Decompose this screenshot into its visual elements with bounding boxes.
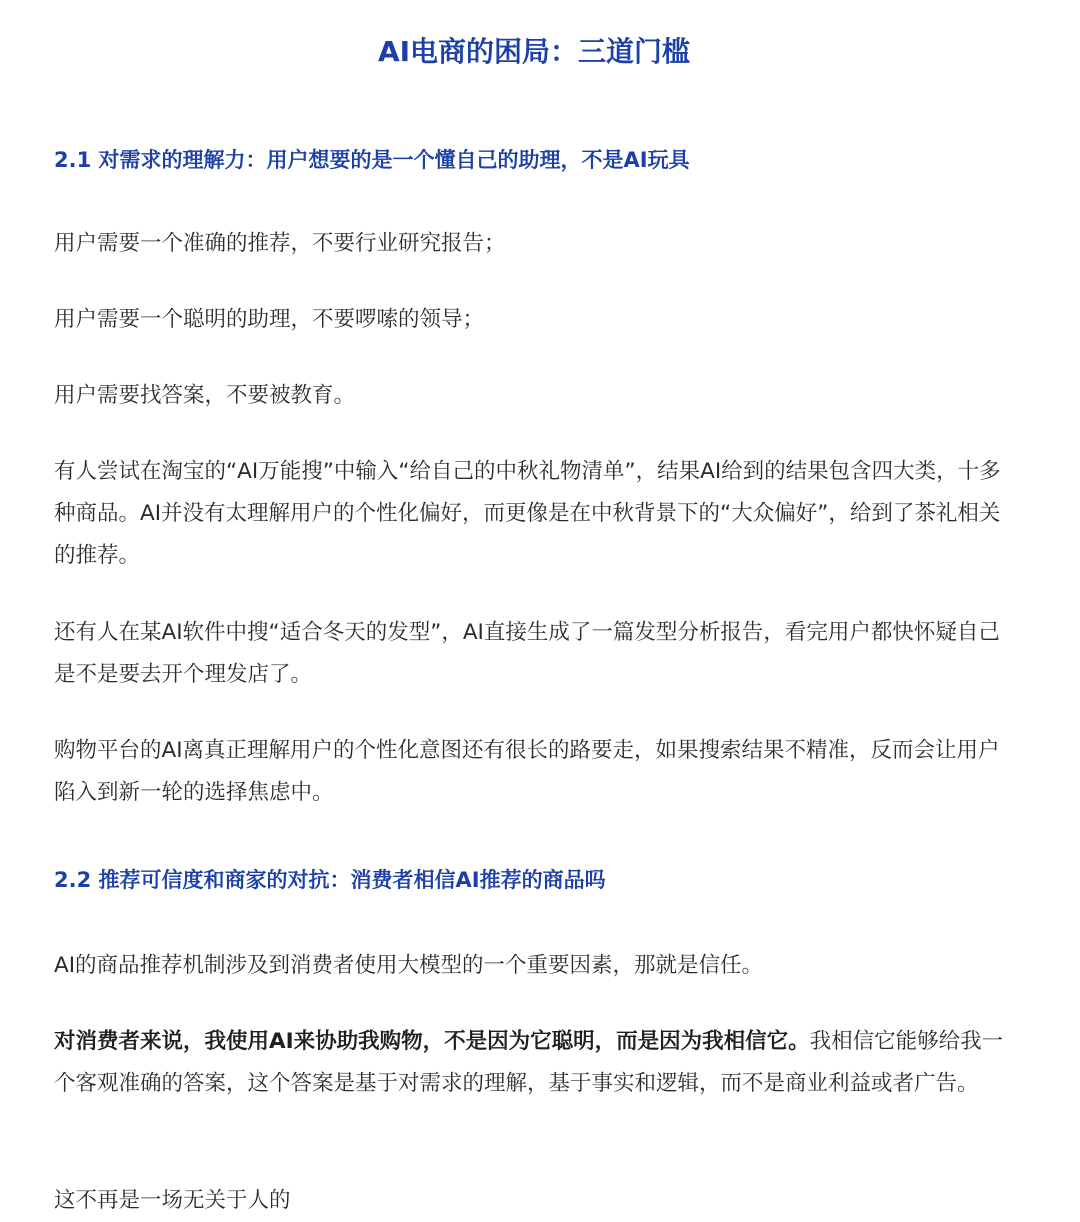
- paragraph: 用户需要找答案，不要被教育。: [54, 383, 356, 408]
- paragraph: 购物平台的AI离真正理解用户的个性化意图还有很长的路要走，如果搜索结果不精准，反而会让用户陷入到新一轮的选择焦虑中。: [54, 738, 1000, 805]
- paragraph: AI的商品推荐机制涉及到消费者使用大模型的一个重要因素，那就是信任。: [54, 953, 764, 978]
- paragraph: 有人尝试在淘宝的“AI万能搜”中输入“给自己的中秋礼物清单”，结果AI给到的结果包含四大类，十多种商品。AI并没有太理解用户的个性化偏好，而更像是在中秋背景下的“大众偏好”，给到了茶礼相关的推荐。: [54, 459, 1001, 568]
- article-title: AI电商的困局：三道门槛: [377, 35, 691, 68]
- paragraph-emphasis: [54, 1021, 1009, 1105]
- paragraph: 用户需要一个聪明的助理，不要啰嗦的领导；: [54, 307, 485, 332]
- paragraph-cutoff: 这不再是一场无关于人的: [54, 1188, 291, 1213]
- section-heading-2-2: 2.2 推荐可信度和商家的对抗：消费者相信AI推荐的商品吗: [54, 868, 606, 892]
- paragraph: 还有人在某AI软件中搜“适合冬天的发型”，AI直接生成了一篇发型分析报告，看完用户都快怀疑自己是不是要去开个理发店了。: [54, 620, 1000, 687]
- section-heading-2-1: 2.1 对需求的理解力：用户想要的是一个懂自己的助理，不是AI玩具: [54, 148, 690, 172]
- bold-statement: 对消费者来说，我使用AI来协助我购物，不是因为它聪明，而是因为我相信它。: [54, 1029, 810, 1054]
- paragraph-continuation: 我相信它能够给我一个客观准确的答案，这个答案是基于对需求的理解，基于事实和逻辑，而不是商业利益或者广告。: [54, 1029, 1004, 1096]
- paragraph: 用户需要一个准确的推荐，不要行业研究报告；: [54, 231, 506, 256]
